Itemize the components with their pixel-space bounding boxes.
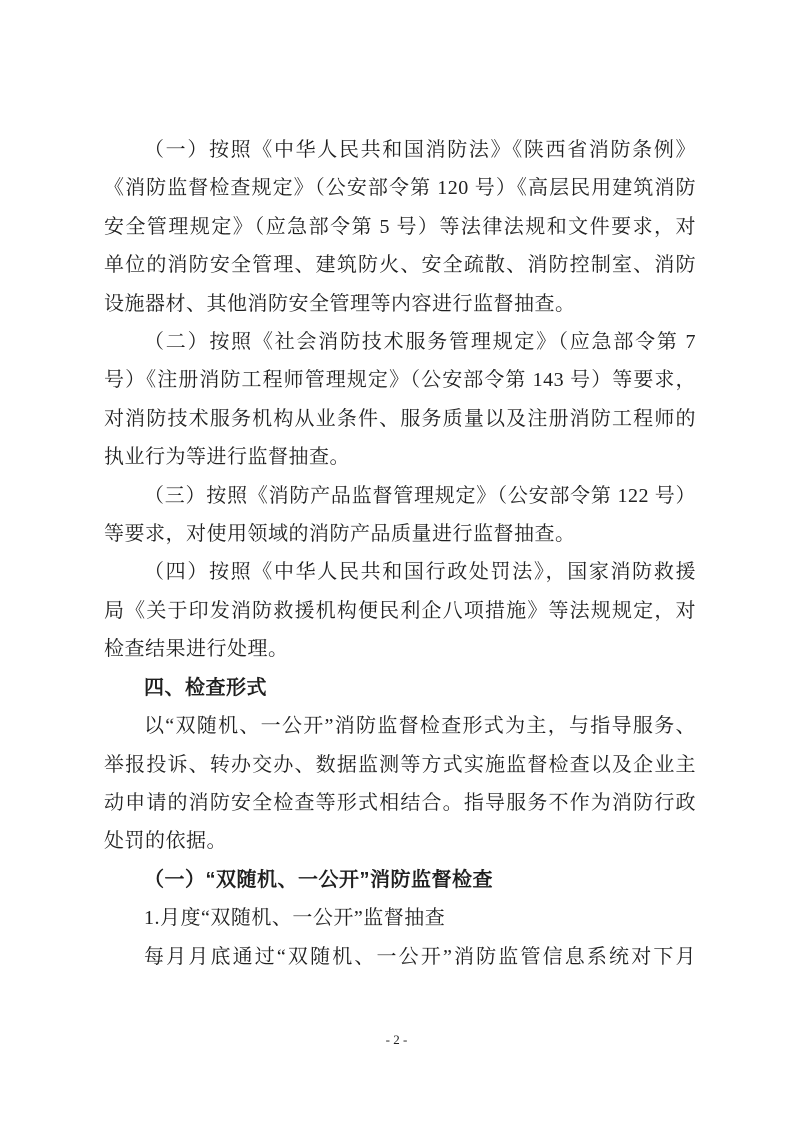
page-number: - 2 - [385, 1032, 408, 1047]
paragraph-item-2 [104, 323, 696, 477]
text-line: 设施器材、其他消防安全管理等内容进行监督抽查。 [104, 292, 576, 315]
text-line: （一）按照《中华人民共和国消防法》《陕西省消防条例》 [144, 139, 696, 161]
section-heading-4 [104, 669, 696, 707]
subsection-heading-1 [104, 861, 696, 899]
text-line: 号）《注册消防工程师管理规定》（公安部令第 143 号）等要求， [104, 369, 696, 392]
subsection-heading-text: （一）“双随机、一公开”消防监督检查 [144, 868, 493, 891]
text-line: （三）按照《消防产品监督管理规定》（公安部令第 122 号） [144, 484, 696, 507]
text-line: 局《关于印发消防救援机构便民利企八项措施》等法规规定，对 [104, 599, 696, 622]
text-line: （二）按照《社会消防技术服务管理规定》（应急部令第 7 [144, 331, 696, 354]
paragraph-item-4 [104, 553, 696, 668]
text-line: 举报投诉、转办交办、数据监测等方式实施监督检查以及企业主 [104, 753, 696, 776]
document-content [104, 131, 696, 976]
text-line: （四）按照《中华人民共和国行政处罚法》，国家消防救援 [144, 561, 696, 584]
text-line: 单位的消防安全管理、建筑防火、安全疏散、消防控制室、消防 [104, 254, 696, 277]
numbered-heading-text: 1.月度“双随机、一公开”监督抽查 [144, 907, 446, 930]
text-line: 以“双随机、一公开”消防监督检查形式为主，与指导服务、 [144, 715, 696, 738]
text-line: 每月月底通过“双随机、一公开”消防监管信息系统对下月 [144, 945, 696, 968]
paragraph-monthly-check [104, 938, 696, 976]
paragraph-item-3 [104, 477, 696, 554]
paragraph-section-4-intro [104, 707, 696, 861]
text-line: 处罚的依据。 [104, 830, 227, 853]
text-line: 检查结果进行处理。 [104, 638, 289, 661]
paragraph-item-1 [104, 131, 696, 323]
text-line: 等要求，对使用领域的消防产品质量进行监督抽查。 [104, 523, 576, 546]
text-line: 《消防监督检查规定》（公安部令第 120 号）《高层民用建筑消防 [104, 177, 696, 200]
text-line: 执业行为等进行监督抽查。 [104, 446, 350, 469]
section-heading-text: 四、检查形式 [144, 676, 267, 699]
numbered-item-heading-1 [104, 899, 696, 937]
text-line: 对消防技术服务机构从业条件、服务质量以及注册消防工程师的 [104, 407, 696, 430]
text-line: 动申请的消防安全检查等形式相结合。指导服务不作为消防行政 [104, 791, 696, 814]
text-line: 安全管理规定》（应急部令第 5 号）等法律法规和文件要求，对 [104, 215, 696, 238]
